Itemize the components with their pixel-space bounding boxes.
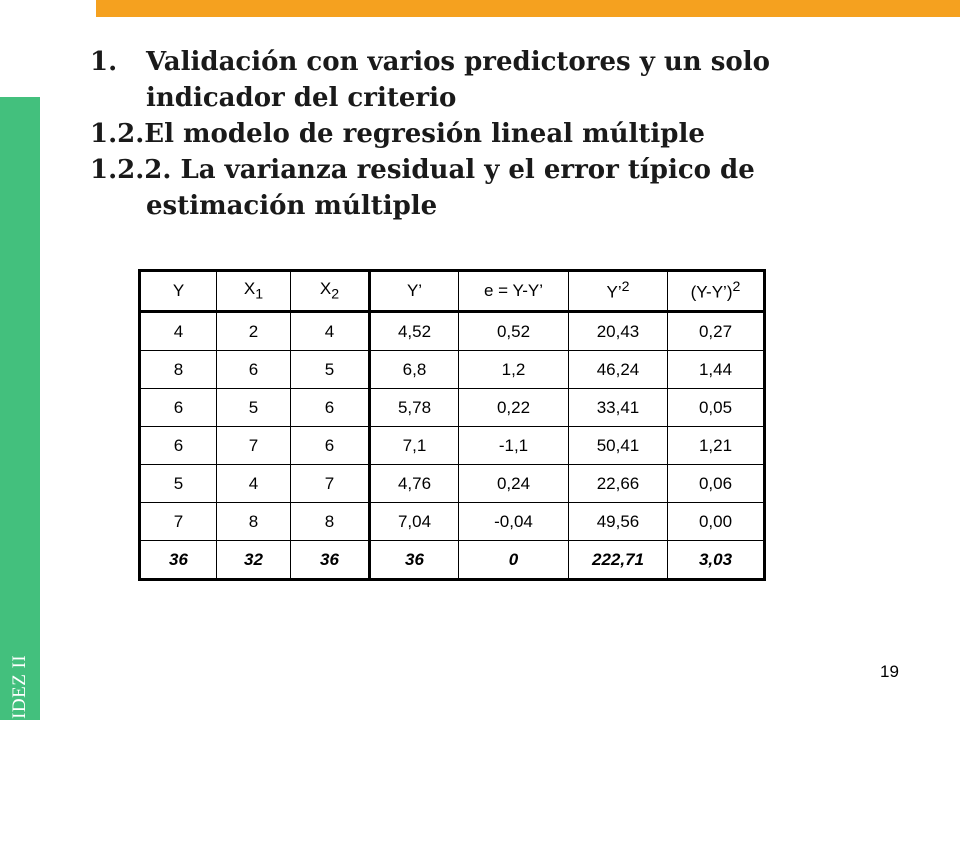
table-cell: 2 — [217, 312, 291, 351]
table-cell: 0,00 — [668, 503, 765, 541]
table-cell: 4 — [291, 312, 370, 351]
heading-subsection-2-cont: estimación múltiple — [146, 191, 438, 221]
table-cell: 46,24 — [569, 351, 668, 389]
table-row — [140, 389, 765, 427]
total-cell: 0 — [459, 541, 569, 580]
table-cell: 0,27 — [668, 312, 765, 351]
total-cell: 36 — [140, 541, 217, 580]
total-cell: 36 — [291, 541, 370, 580]
total-cell: 32 — [217, 541, 291, 580]
table-cell: 6 — [217, 351, 291, 389]
total-cell: 36 — [370, 541, 459, 580]
col-header: Y — [140, 271, 217, 312]
col-header: (Y-Y’)$^2$ — [668, 271, 765, 312]
table-row — [140, 312, 765, 351]
total-cell: 3,03 — [668, 541, 765, 580]
table-cell: 6,8 — [370, 351, 459, 389]
slide-heading — [90, 44, 910, 224]
table-cell: 0,24 — [459, 465, 569, 503]
table-cell: 6 — [291, 427, 370, 465]
col-header: $X_1$ — [217, 271, 291, 312]
table-cell: 33,41 — [569, 389, 668, 427]
table-cell: 0,05 — [668, 389, 765, 427]
table-cell: 5 — [291, 351, 370, 389]
table-cell: 4,76 — [370, 465, 459, 503]
table-cell: 7 — [140, 503, 217, 541]
table-cell: -0,04 — [459, 503, 569, 541]
table-cell: 7 — [291, 465, 370, 503]
table-cell: 0,22 — [459, 389, 569, 427]
side-label: TEMA 6.2: VALIDEZ II — [9, 654, 30, 853]
heading-subsection-1: 1.2.El modelo de regresión lineal múltiple — [90, 119, 705, 149]
table-cell: 6 — [291, 389, 370, 427]
table-row — [140, 465, 765, 503]
table-cell: 1,21 — [668, 427, 765, 465]
table-cell: 22,66 — [569, 465, 668, 503]
table-header-row — [140, 271, 765, 312]
table-cell: 8 — [217, 503, 291, 541]
regression-table — [138, 269, 766, 581]
table-cell: 5 — [140, 465, 217, 503]
table-cell: 4 — [140, 312, 217, 351]
table-cell: 7,1 — [370, 427, 459, 465]
table-cell: 4 — [217, 465, 291, 503]
table-cell: 5 — [217, 389, 291, 427]
table-row — [140, 427, 765, 465]
table-cell: 50,41 — [569, 427, 668, 465]
table-cell: 8 — [291, 503, 370, 541]
table-cell: 0,52 — [459, 312, 569, 351]
col-header: $X_2$ — [291, 271, 370, 312]
col-header: Y’$^2$ — [569, 271, 668, 312]
col-header: Y’ — [370, 271, 459, 312]
table-cell: 5,78 — [370, 389, 459, 427]
table-cell: 6 — [140, 427, 217, 465]
side-label-container — [0, 97, 40, 853]
table-row — [140, 503, 765, 541]
top-accent-bar — [96, 0, 960, 17]
table-cell: 4,52 — [370, 312, 459, 351]
item-text-1: Validación con varios predictores y un solo — [146, 47, 770, 77]
heading-line-1 — [90, 44, 910, 80]
heading-subsection-2: 1.2.2. La varianza residual y el error típico de — [90, 155, 755, 185]
item-number: 1. — [90, 47, 118, 77]
totals-row — [140, 541, 765, 580]
table-cell: 1,2 — [459, 351, 569, 389]
table-cell: 20,43 — [569, 312, 668, 351]
heading-line-2: indicador del criterio — [146, 83, 457, 113]
page-number: 19 — [880, 662, 899, 681]
table-cell: 8 — [140, 351, 217, 389]
table-cell: 7 — [217, 427, 291, 465]
col-header: e = Y-Y’ — [459, 271, 569, 312]
table-cell: 0,06 — [668, 465, 765, 503]
table-cell: 49,56 — [569, 503, 668, 541]
total-cell: 222,71 — [569, 541, 668, 580]
table-cell: 7,04 — [370, 503, 459, 541]
table-row — [140, 351, 765, 389]
table-cell: -1,1 — [459, 427, 569, 465]
table-cell: 6 — [140, 389, 217, 427]
table-cell: 1,44 — [668, 351, 765, 389]
